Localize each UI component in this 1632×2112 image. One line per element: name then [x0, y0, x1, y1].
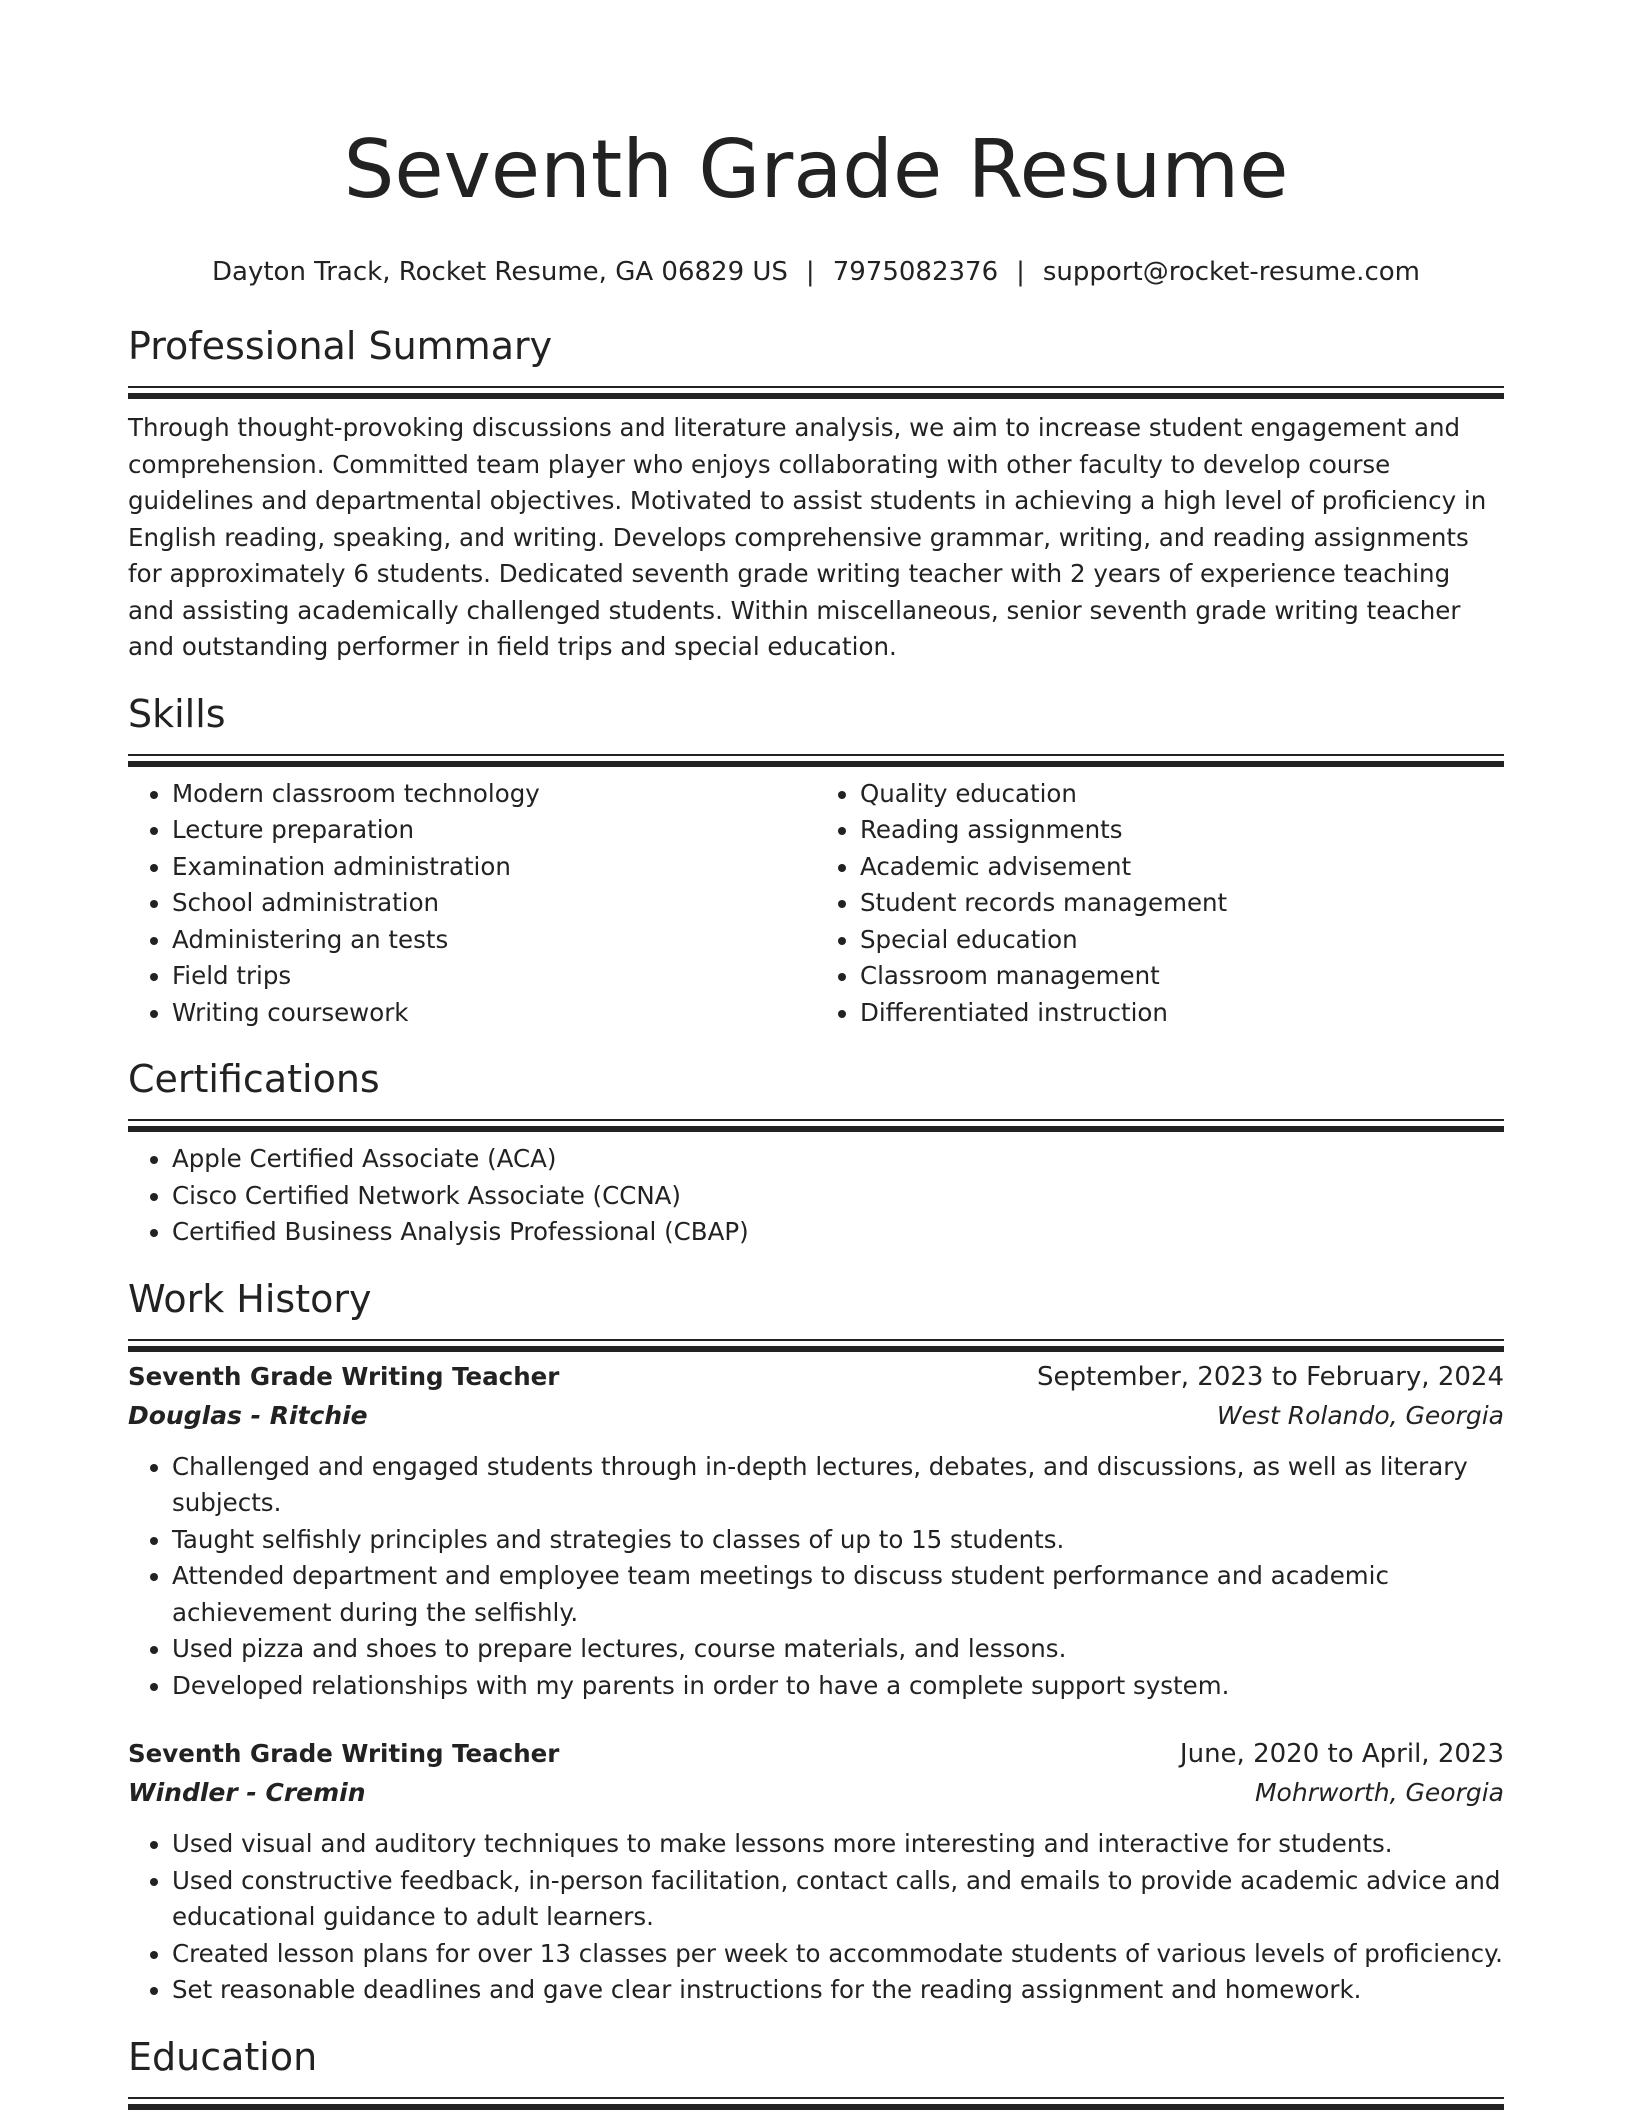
- job-entry: [128, 1357, 1504, 1705]
- job-bullet: • Attended department and employee team meetings to discuss student performance and academic achievement during the selfishly.: [172, 1558, 1504, 1631]
- job-header: [128, 1357, 1504, 1397]
- work-history-heading: Work History: [128, 1276, 372, 1321]
- job-entry: [128, 1734, 1504, 2009]
- work-history-section: [128, 1275, 1504, 2009]
- skill-item: • School administration: [172, 885, 816, 922]
- job-dates: September, 2023 to February, 2024: [1037, 1361, 1504, 1392]
- job-bullet: • Set reasonable deadlines and gave clear instructions for the reading assignment and homework.: [172, 1972, 1504, 2009]
- certification-item: • Cisco Certified Network Associate (CCNA): [172, 1178, 1504, 1215]
- section-divider: [128, 386, 1504, 388]
- section-divider: [128, 2097, 1504, 2099]
- job-bullet: • Developed relationships with my parents in order to have a complete support system.: [172, 1668, 1504, 1705]
- skill-item: • Special education: [860, 922, 1504, 959]
- job-bullet: • Used constructive feedback, in-person facilitation, contact calls, and emails to provide academic advice and educational guidance to adult learners.: [172, 1863, 1504, 1936]
- skills-heading: Skills: [128, 691, 226, 736]
- skill-item: • Quality education: [860, 776, 1504, 813]
- certifications-heading: Certifications: [128, 1057, 380, 1101]
- certification-item: • Apple Certified Associate (ACA): [172, 1141, 1504, 1178]
- certifications-section: [128, 1055, 1504, 1251]
- contact-email: support@rocket-resume.com: [1042, 257, 1420, 287]
- job-subheader: [128, 1774, 1504, 1812]
- skills-columns: [128, 776, 1504, 1032]
- summary-section: [128, 322, 1504, 666]
- job-company: Douglas - Ritchie: [128, 1400, 368, 1430]
- job-location: West Rolando, Georgia: [1216, 1400, 1504, 1430]
- contact-phone: 7975082376: [832, 257, 999, 287]
- skills-section: [128, 690, 1504, 1032]
- skill-item: • Modern classroom technology: [172, 776, 816, 813]
- resume-title: Seventh Grade Resume: [343, 123, 1289, 216]
- contact-line: [128, 254, 1504, 290]
- skill-item: • Student records management: [860, 885, 1504, 922]
- job-company: Windler - Cremin: [128, 1778, 366, 1807]
- skill-item: • Writing coursework: [172, 995, 816, 1032]
- certification-item: • Certified Business Analysis Professional (CBAP): [172, 1214, 1504, 1251]
- job-subheader: [128, 1397, 1504, 1435]
- skill-item: • Differentiated instruction: [860, 995, 1504, 1032]
- education-section: [128, 2033, 1504, 2099]
- job-bullet: • Used visual and auditory techniques to make lessons more interesting and interactive for students.: [172, 1826, 1504, 1863]
- job-dates: June, 2020 to April, 2023: [1179, 1739, 1504, 1769]
- certifications-list: [128, 1141, 1504, 1251]
- job-location: Mohrworth, Georgia: [1254, 1778, 1504, 1807]
- skill-item: • Lecture preparation: [172, 812, 816, 849]
- job-bullet: • Created lesson plans for over 13 classes per week to accommodate students of various levels of proficiency.: [172, 1936, 1504, 1973]
- job-bullet: • Taught selfishly principles and strategies to classes of up to 15 students.: [172, 1522, 1504, 1559]
- skill-item: • Academic advisement: [860, 849, 1504, 886]
- job-bullet: • Challenged and engaged students through in-depth lectures, debates, and discussions, as well as literary subjects.: [172, 1449, 1504, 1522]
- skill-item: • Examination administration: [172, 849, 816, 886]
- contact-separator: |: [1016, 257, 1025, 287]
- job-bullet: • Used pizza and shoes to prepare lectures, course materials, and lessons.: [172, 1631, 1504, 1668]
- section-divider: [128, 754, 1504, 756]
- education-heading: Education: [128, 2034, 318, 2079]
- job-bullets: [128, 1826, 1504, 2009]
- section-divider: [128, 1119, 1504, 1121]
- skill-item: • Reading assignments: [860, 812, 1504, 849]
- skill-item: • Field trips: [172, 958, 816, 995]
- contact-separator: |: [805, 257, 815, 287]
- skills-right-list: [816, 776, 1504, 1032]
- skill-item: • Administering an tests: [172, 922, 816, 959]
- skills-left-list: [128, 776, 816, 1032]
- contact-address: Dayton Track, Rocket Resume, GA 06829 US: [212, 257, 788, 287]
- summary-heading: Professional Summary: [128, 324, 553, 368]
- job-title: Seventh Grade Writing Teacher: [128, 1739, 560, 1768]
- section-divider: [128, 1339, 1504, 1341]
- summary-text: Through thought-provoking discussions and literature analysis, we aim to increase student engagement and comprehension. Committed team player who enjoys collaborating with other faculty to develop course guidelines and departmental objectives. Motivated to assist students in achieving a high level of proficiency in English reading, speaking, and writing. Develops comprehensive grammar, writing, and reading assignments for approximately 6 students. Dedicated seventh grade writing teacher with 2 years of experience teaching and assisting academically challenged students. Within miscellaneous, senior seventh grade writing teacher and outstanding performer in field trips and special education.: [128, 413, 1487, 661]
- job-title: Seventh Grade Writing Teacher: [128, 1361, 560, 1391]
- job-header: [128, 1734, 1504, 1774]
- job-bullets: [128, 1449, 1504, 1705]
- skill-item: • Classroom management: [860, 958, 1504, 995]
